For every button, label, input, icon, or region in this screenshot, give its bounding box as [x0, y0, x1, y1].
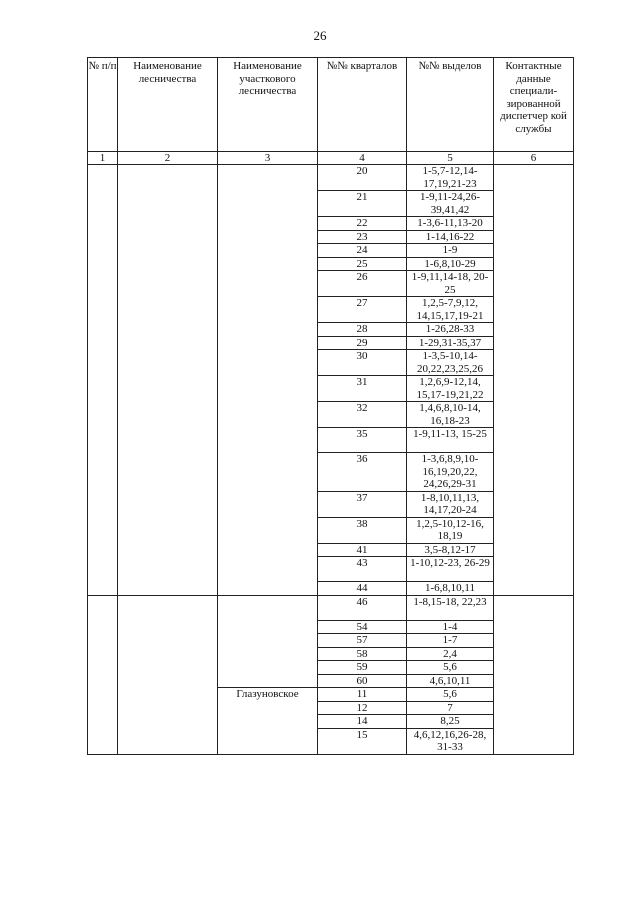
quarter-number: 37 [318, 491, 407, 517]
header-cell: Контактные данные специали-зированной диспетчер кой службы [494, 58, 574, 152]
quarter-number: 26 [318, 271, 407, 297]
quarter-number: 24 [318, 244, 407, 258]
quarter-number: 12 [318, 701, 407, 715]
quarter-number: 35 [318, 428, 407, 453]
allotment-numbers: 1-3,5-10,14-20,22,23,25,26 [407, 350, 494, 376]
allotment-numbers: 1-4 [407, 620, 494, 634]
allotment-numbers: 1,2,5-7,9,12, 14,15,17,19-21 [407, 297, 494, 323]
quarter-number: 15 [318, 728, 407, 754]
allotment-numbers: 1-29,31-35,37 [407, 336, 494, 350]
header-cell: Наименование участкового лесничества [218, 58, 318, 152]
allotment-numbers: 1-9,11-24,26-39,41,42 [407, 191, 494, 217]
quarter-number: 28 [318, 323, 407, 337]
forestry-cell [118, 165, 218, 596]
allotment-numbers: 1-26,28-33 [407, 323, 494, 337]
allotment-numbers: 2,4 [407, 647, 494, 661]
allotment-numbers: 1,4,6,8,10-14, 16,18-23 [407, 402, 494, 428]
allotment-numbers: 1-7 [407, 634, 494, 648]
header-cell: № п/п [88, 58, 118, 152]
allotment-numbers: 5,6 [407, 661, 494, 675]
quarter-number: 27 [318, 297, 407, 323]
allotment-numbers: 8,25 [407, 715, 494, 729]
district-cell [218, 595, 318, 688]
allotment-numbers: 1-8,10,11,13, 14,17,20-24 [407, 491, 494, 517]
table-row [88, 595, 574, 620]
page-number: 26 [313, 28, 327, 43]
quarter-number: 32 [318, 402, 407, 428]
quarter-number: 38 [318, 517, 407, 543]
quarter-number: 58 [318, 647, 407, 661]
quarter-number: 43 [318, 557, 407, 582]
row-number-cell [88, 595, 118, 754]
allotment-numbers: 1-6,8,10,11 [407, 582, 494, 596]
allotment-numbers: 7 [407, 701, 494, 715]
quarter-number: 59 [318, 661, 407, 675]
allotment-numbers: 5,6 [407, 688, 494, 702]
allotment-numbers: 3,5-8,12-17 [407, 543, 494, 557]
allotment-numbers: 1-3,6,8,9,10-16,19,20,22, 24,26,29-31 [407, 453, 494, 492]
contact-cell [494, 165, 574, 596]
allotment-numbers: 1-8,15-18, 22,23 [407, 595, 494, 620]
table-body [88, 165, 574, 755]
allotment-numbers: 4,6,12,16,26-28, 31-33 [407, 728, 494, 754]
quarter-number: 44 [318, 582, 407, 596]
quarter-number: 57 [318, 634, 407, 648]
quarter-number: 23 [318, 230, 407, 244]
quarter-number: 36 [318, 453, 407, 492]
allotment-numbers: 1-14,16-22 [407, 230, 494, 244]
forestry-cell [118, 595, 218, 754]
quarter-number: 60 [318, 674, 407, 688]
allotment-numbers: 1-10,12-23, 26-29 [407, 557, 494, 582]
column-number: 1 [88, 152, 118, 165]
column-number: 5 [407, 152, 494, 165]
quarter-number: 30 [318, 350, 407, 376]
allotment-numbers: 1,2,6,9-12,14, 15,17-19,21,22 [407, 376, 494, 402]
header-cell: Наименование лесничества [118, 58, 218, 152]
contact-cell [494, 595, 574, 754]
row-number-cell [88, 165, 118, 596]
quarter-number: 20 [318, 165, 407, 191]
column-number: 3 [218, 152, 318, 165]
allotment-numbers: 1-5,7-12,14-17,19,21-23 [407, 165, 494, 191]
allotment-numbers: 1,2,5-10,12-16, 18,19 [407, 517, 494, 543]
header-row [88, 58, 574, 152]
quarter-number: 14 [318, 715, 407, 729]
column-number: 2 [118, 152, 218, 165]
quarter-number: 11 [318, 688, 407, 702]
quarter-number: 22 [318, 217, 407, 231]
allotment-numbers: 1-9,11-13, 15-25 [407, 428, 494, 453]
forest-table [87, 57, 574, 755]
quarter-number: 25 [318, 257, 407, 271]
column-number: 6 [494, 152, 574, 165]
column-number-row [88, 152, 574, 165]
quarter-number: 31 [318, 376, 407, 402]
allotment-numbers: 4,6,10,11 [407, 674, 494, 688]
quarter-number: 41 [318, 543, 407, 557]
quarter-number: 21 [318, 191, 407, 217]
quarter-number: 29 [318, 336, 407, 350]
allotment-numbers: 1-9 [407, 244, 494, 258]
allotment-numbers: 1-9,11,14-18, 20-25 [407, 271, 494, 297]
district-name: Глазуновское [218, 688, 318, 755]
column-number: 4 [318, 152, 407, 165]
table-row [88, 165, 574, 191]
quarter-number: 54 [318, 620, 407, 634]
allotment-numbers: 1-6,8,10-29 [407, 257, 494, 271]
header-cell: №№ выделов [407, 58, 494, 152]
allotment-numbers: 1-3,6-11,13-20 [407, 217, 494, 231]
district-cell [218, 165, 318, 596]
quarter-number: 46 [318, 595, 407, 620]
header-cell: №№ кварталов [318, 58, 407, 152]
